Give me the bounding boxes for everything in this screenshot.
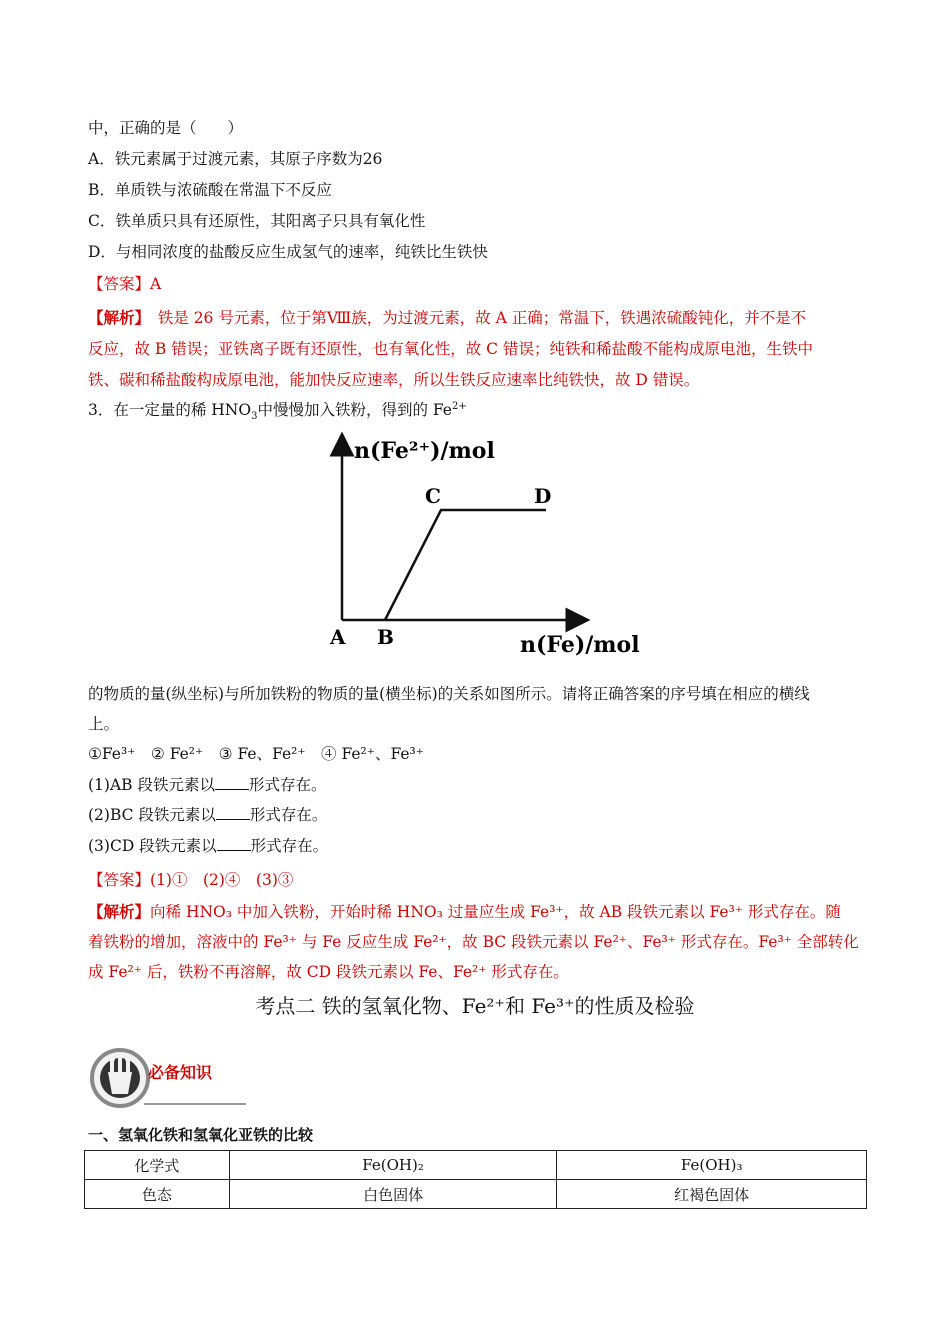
table-header-cell: Fe(OH)₂ xyxy=(229,1151,557,1180)
q3-blank-2 xyxy=(88,803,327,825)
q2-stem-tail: 中，正确的是（ ） xyxy=(88,119,244,137)
q2-option-d: D．与相同浓度的盐酸反应生成氢气的速率，纯铁比生铁快 xyxy=(88,243,488,261)
table-header-cell: Fe(OH)₃ xyxy=(557,1151,867,1180)
q2-analysis-label: 【解析】 xyxy=(88,308,143,327)
q3-stem-line-2: 的物质的量(纵坐标)与所加铁粉的物质的量(横坐标)的关系如图所示。请将正确答案的序号填在相应的横线 xyxy=(88,685,810,703)
q3-analysis-line-3: 成 Fe²⁺ 后，铁粉不再溶解，故 CD 段铁元素以 Fe、Fe²⁺ 形式存在。 xyxy=(88,963,569,981)
point-b-label: B xyxy=(377,625,394,649)
point-c-label: C xyxy=(425,484,441,508)
q3-blank-1 xyxy=(88,773,326,795)
y-axis-label: n(Fe²⁺)/mol xyxy=(354,438,495,464)
point-a-label: A xyxy=(330,625,346,649)
table-cell: 红褐色固体 xyxy=(557,1180,867,1209)
answer-blank xyxy=(215,775,249,790)
q3-blank-1-pre: (1)AB 段铁元素以 xyxy=(88,776,215,794)
q2-analysis-text-1: 铁是 26 号元素，位于第Ⅷ族，为过渡元素，故 A 正确；常温下，铁遇浓硫酸钝化，并不是不 xyxy=(142,309,807,327)
q2-option-a: A．铁元素属于过渡元素，其原子序数为26 xyxy=(88,150,383,168)
q2-answer xyxy=(88,272,161,294)
q2-analysis-line-1 xyxy=(88,306,806,328)
q3-answer-label: 【答案】 xyxy=(88,871,151,889)
table-cell: 白色固体 xyxy=(229,1180,557,1209)
answer-blank xyxy=(216,805,250,820)
q3-blank-3-post: 形式存在。 xyxy=(250,837,329,855)
fe-graph xyxy=(320,430,650,660)
section-title: 考点二 铁的氢氧化物、Fe²⁺和 Fe³⁺的性质及检验 xyxy=(255,994,695,1018)
q2-answer-value: A xyxy=(150,275,162,293)
q3-blank-3-pre: (3)CD 段铁元素以 xyxy=(88,837,217,855)
q3-stem-a: 3．在一定量的稀 HNO xyxy=(88,401,252,419)
comparison-table xyxy=(84,1150,867,1209)
q3-blank-1-post: 形式存在。 xyxy=(248,776,327,794)
subsection-title: 一、氢氧化铁和氢氧化亚铁的比较 xyxy=(88,1126,314,1144)
q2-analysis-line-2: 反应，故 B 错误；亚铁离子既有还原性，也有氧化性，故 C 错误；纯铁和稀盐酸不能构成原电池，生铁中 xyxy=(88,340,813,358)
badge-label: 必备知识 xyxy=(148,1063,213,1082)
table-row xyxy=(85,1180,867,1209)
q3-blank-3 xyxy=(88,834,328,856)
q2-analysis-line-3: 铁、碳和稀盐酸构成原电池，能加快反应速率，所以生铁反应速率比纯铁快，故 D 错误。 xyxy=(88,371,700,389)
table-header-cell: 化学式 xyxy=(85,1151,230,1180)
q3-blank-2-pre: (2)BC 段铁元素以 xyxy=(88,806,216,824)
q3-stem-b: 中慢慢加入铁粉，得到的 Fe xyxy=(257,401,452,419)
graph-curve xyxy=(385,510,546,620)
table-header-row xyxy=(85,1151,867,1180)
q2-option-b: B．单质铁与浓硫酸在常温下不反应 xyxy=(88,181,332,199)
q3-analysis-label: 【解析】 xyxy=(88,902,151,921)
q3-blank-2-post: 形式存在。 xyxy=(249,806,328,824)
q2-option-c: C．铁单质只具有还原性，其阳离子只具有氧化性 xyxy=(88,212,426,230)
q3-sup-2plus: 2+ xyxy=(451,400,467,412)
q3-sub-3: 3 xyxy=(251,411,258,423)
x-axis-label: n(Fe)/mol xyxy=(520,632,640,658)
table-cell: 色态 xyxy=(85,1180,230,1209)
q3-analysis-line-2: 着铁粉的增加，溶液中的 Fe³⁺ 与 Fe 反应生成 Fe²⁺，故 BC 段铁元素以 Fe²⁺、Fe³⁺ 形式存在。Fe³⁺ 全部转化 xyxy=(88,933,859,951)
q3-answer xyxy=(88,868,293,890)
q3-stem-line-3: 上。 xyxy=(88,715,120,733)
q3-choices: ①Fe³⁺ ② Fe²⁺ ③ Fe、Fe²⁺ ④ Fe²⁺、Fe³⁺ xyxy=(88,745,424,763)
q3-answer-value: (1)① (2)④ (3)③ xyxy=(150,871,294,889)
q2-answer-label: 【答案】 xyxy=(88,275,151,293)
answer-blank xyxy=(217,836,251,851)
q3-analysis-line-1 xyxy=(88,900,841,922)
q3-analysis-text-1: 向稀 HNO₃ 中加入铁粉，开始时稀 HNO₃ 过量应生成 Fe³⁺，故 AB 段铁元素以 Fe³⁺ 形式存在。随 xyxy=(150,903,841,921)
point-d-label: D xyxy=(534,484,552,508)
q3-stem-line-1 xyxy=(88,398,467,423)
